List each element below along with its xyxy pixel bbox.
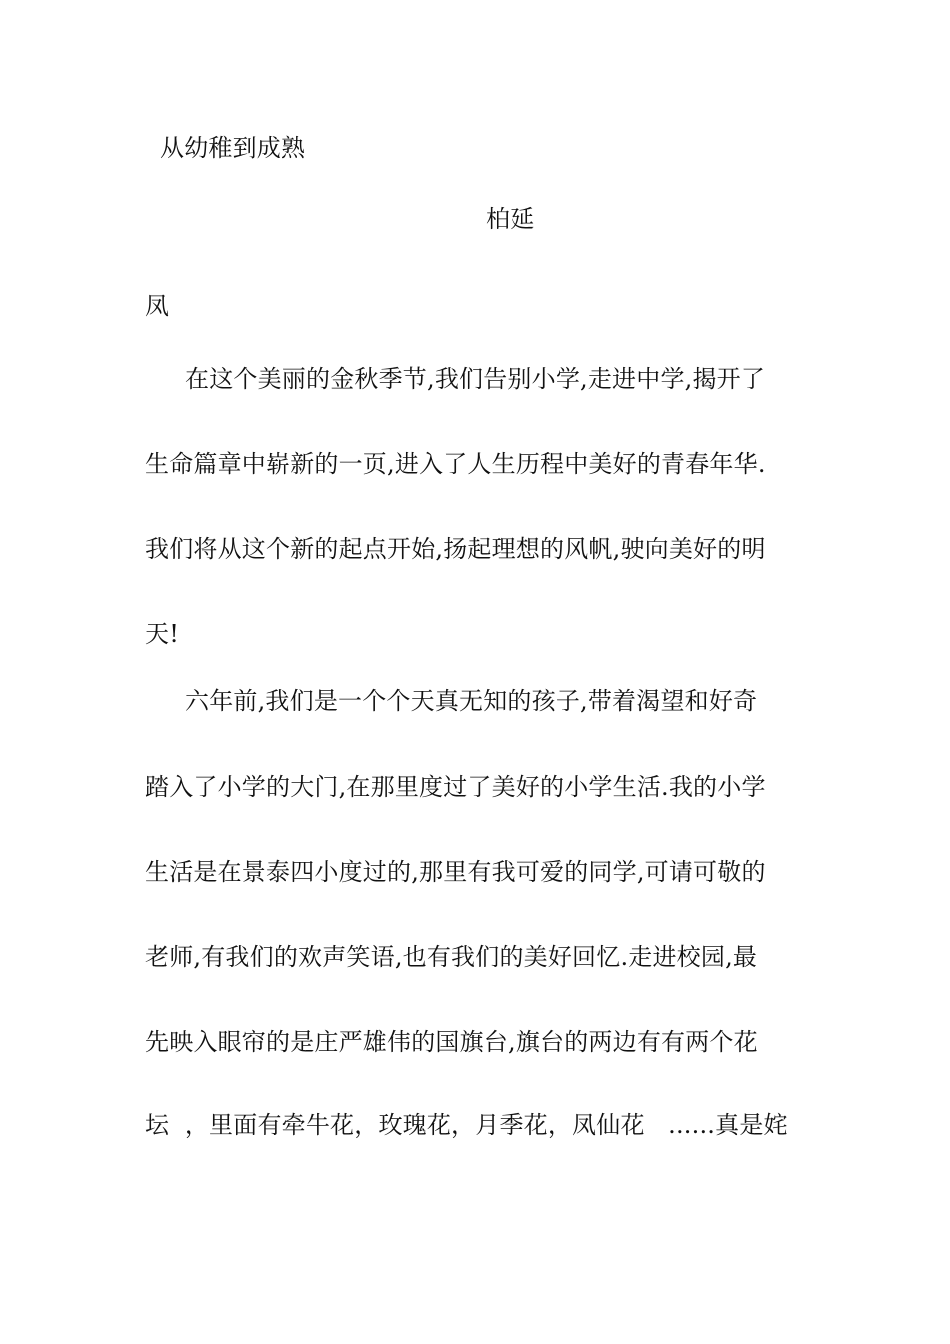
paragraph-2-line-1: 六年前,我们是一个个天真无知的孩子,带着渴望和好奇 (185, 687, 758, 715)
author-name-line-2: 凤 (145, 292, 170, 320)
paragraph-1-line-3: 我们将从这个新的起点开始,扬起理想的风帆,驶向美好的明 (145, 535, 766, 563)
paragraph-2-line-3: 生活是在景泰四小度过的,那里有我可爱的同学,可请可敬的 (145, 858, 766, 886)
paragraph-1-line-1: 在这个美丽的金秋季节,我们告别小学,走进中学,揭开了 (185, 365, 766, 393)
paragraph-1-line-2: 生命篇章中崭新的一页,进入了人生历程中美好的青春年华. (145, 450, 766, 478)
paragraph-1-line-4: 天! (145, 620, 180, 648)
document-title: 从幼稚到成熟 (160, 134, 306, 162)
paragraph-2-line-4: 老师,有我们的欢声笑语,也有我们的美好回忆.走进校园,最 (145, 943, 758, 971)
paragraph-2-line-2: 踏入了小学的大门,在那里度过了美好的小学生活.我的小学 (145, 773, 766, 801)
paragraph-2-line-5: 先映入眼帘的是庄严雄伟的国旗台,旗台的两边有有两个花 (145, 1028, 758, 1056)
paragraph-2-line-6: 坛 ，里面有牵牛花，玫瑰花，月季花，凤仙花 ......真是姹 (145, 1111, 788, 1139)
author-name-line-1: 柏延 (486, 205, 535, 233)
